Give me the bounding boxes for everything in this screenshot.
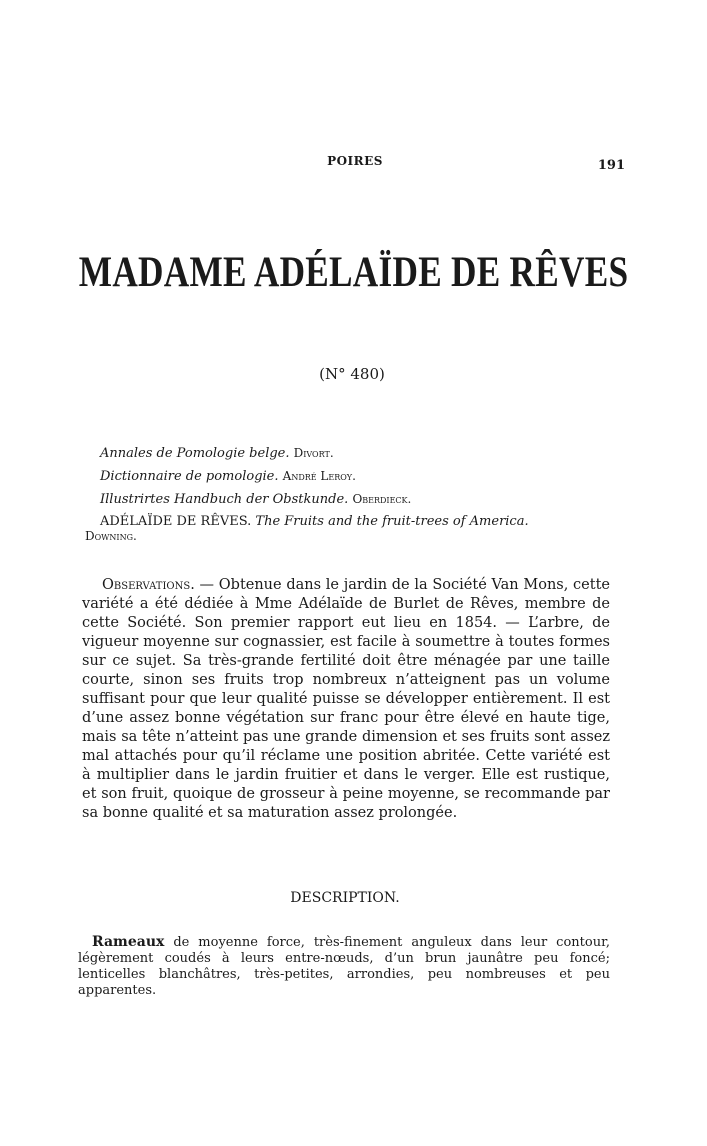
observations-paragraph xyxy=(82,576,610,823)
observations-lead: Observations. xyxy=(102,577,195,593)
running-head: POIRES xyxy=(327,154,383,168)
page-number: 191 xyxy=(597,158,625,173)
reference-list xyxy=(85,442,620,548)
entry-number: (N° 480) xyxy=(319,365,385,383)
reference-item xyxy=(100,442,620,465)
description-heading: DESCRIPTION. xyxy=(290,890,400,906)
description-paragraph xyxy=(78,934,610,999)
reference-name: ADÉLAÏDE DE RÊVES. xyxy=(100,514,252,529)
reference-item xyxy=(100,488,620,511)
reference-author: André Leroy. xyxy=(282,469,356,483)
reference-work: Annales de Pomologie belge. xyxy=(100,446,290,461)
reference-work: The Fruits and the fruit-trees of America. xyxy=(255,514,529,529)
reference-work: Dictionnaire de pomologie. xyxy=(100,469,279,484)
entry-title: MADAME ADÉLAÏDE DE RÊVES xyxy=(78,249,629,296)
reference-author: Downing. xyxy=(85,529,137,543)
reference-author: Divort. xyxy=(293,446,334,460)
reference-item xyxy=(100,465,620,488)
reference-work: Illustrirtes Handbuch der Obstkunde. xyxy=(100,492,349,507)
description-term: Rameaux xyxy=(92,934,165,950)
observations-text: — Obtenue dans le jardin de la Société Van Mons, cette variété a été dédiée à Mme Adélaïde de Burlet de Rêves, membre de cette Société. Son premier rapport eut lieu en 1854. — L’arbre, de vigueur moyenne sur cognassier, est facile à soumettre à toutes formes sur ce sujet. Sa très-grande fertilité doit être ménagée par une taille courte, sinon ses fruits trop nombreux n’atteignent pas un volume suffisant pour que leur qualité puisse se développer entièrement. Il est d’une assez bonne végétation sur franc pour être élevé en haute tige, mais sa tête n’atteint pas une grande dimension et ses fruits sont assez mal attachés pour qu’il réclame une position abritée. Cette variété est à multiplier dans le jardin fruitier et dans le verger. Elle est rustique, et son fruit, quoique de grosseur à peine moyenne, se recommande par sa bonne qualité et sa maturation assez prolongée. xyxy=(82,577,610,821)
reference-author: Oberdieck. xyxy=(352,492,412,506)
description-text: de moyenne force, très-finement anguleux dans leur contour, légèrement coudés à leurs entre-nœuds, d’un brun jaunâtre peu foncé; lenticelles blanchâtres, très-petites, arrondies, peu nombreuses et peu apparentes. xyxy=(78,935,610,998)
